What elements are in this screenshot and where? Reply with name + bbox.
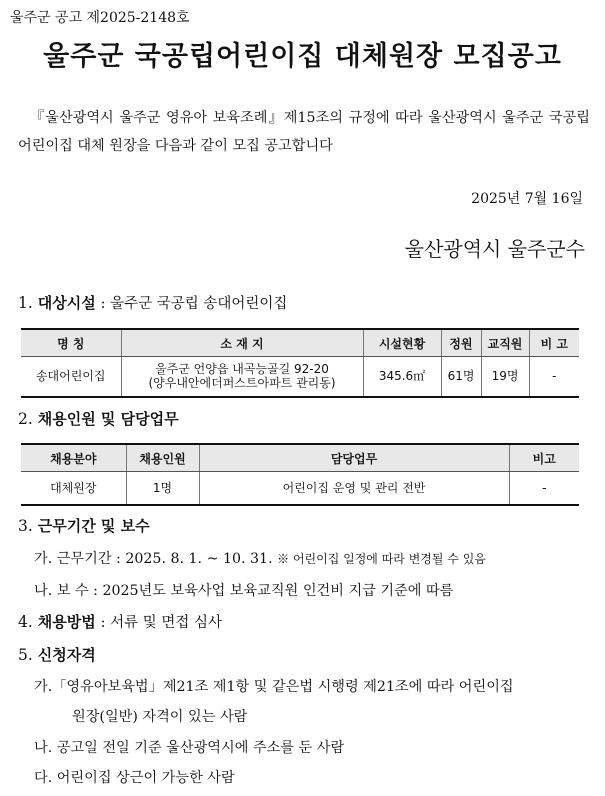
- section-label: 채용방법: [37, 613, 96, 631]
- facility-name: 송대어린이집: [21, 357, 121, 397]
- qualification-item-b: 나. 공고일 전일 기준 울산광역시에 주소를 둔 사람: [34, 740, 345, 756]
- section-value: : 울주군 국공립 송대어린이집: [100, 296, 288, 312]
- table-header-cell: 시설현황: [363, 329, 441, 357]
- page-title: 울주군 국공립어린이집 대체원장 모집공고: [43, 41, 562, 72]
- table-header-cell: 비 고: [529, 329, 579, 357]
- address-line: (양우내안에더퍼스트아파트 관리동): [148, 376, 336, 391]
- facility-address: [121, 357, 363, 397]
- recruit-duty: 어린이집 운영 및 관리 전반: [199, 472, 509, 506]
- section-number: 1.: [18, 294, 33, 312]
- section-number: 5.: [18, 646, 33, 664]
- section-4-heading: [18, 611, 222, 632]
- section-2-heading: [18, 408, 179, 429]
- table-header-cell: 명 칭: [21, 329, 121, 357]
- facility-capacity: 61명: [441, 357, 481, 397]
- work-period-text: 가. 근무기간 : 2025. 8. 1. ~ 10. 31.: [34, 551, 273, 567]
- qualification-item-a: 가.「영유아보육법」제21조 제1항 및 같은법 시행령 제21조에 따라 어린이집: [34, 679, 514, 695]
- salary-item: 나. 보 수 : 2025년도 보육사업 보육교직원 인건비 지급 기준에 따름: [34, 583, 454, 599]
- section-5-heading: [18, 644, 96, 665]
- section-label: 근무기간 및 보수: [37, 517, 150, 535]
- table-header-cell: 소 재 지: [121, 329, 363, 357]
- notice-date: 2025년 7월 16일: [471, 191, 583, 207]
- recruit-note: -: [509, 472, 579, 506]
- qualification-item-a-cont: 원장(일반) 자격이 있는 사람: [72, 709, 248, 725]
- facility-area: 345.6㎡: [363, 357, 441, 397]
- section-3-heading: [18, 515, 150, 536]
- intro-paragraph: 『울산광역시 울주군 영유아 보육조례』제15조의 규정에 따라 울산광역시 울주군 국공립어린이집 대체 원장을 다음과 같이 모집 공고합니다: [18, 110, 590, 154]
- section-label: 신청자격: [37, 646, 96, 664]
- qualification-item-c: 다. 어린이집 상근이 가능한 사람: [34, 770, 235, 786]
- section-number: 4.: [18, 613, 33, 631]
- section-1-heading: [18, 292, 287, 313]
- table-row: [21, 472, 579, 506]
- section-number: 3.: [18, 517, 33, 535]
- facility-staff: 19명: [481, 357, 529, 397]
- table-header-cell: 교직원: [481, 329, 529, 357]
- issuer-name: 울산광역시 울주군수: [404, 237, 585, 261]
- section-number: 2.: [18, 410, 33, 428]
- address-line: 울주군 언양읍 내곡능골길 92-20: [155, 362, 329, 377]
- table-header-cell: 담당업무: [199, 444, 509, 472]
- table-header-cell: 정원: [441, 329, 481, 357]
- work-period-note: ※ 어린이집 일정에 따라 변경될 수 있음: [277, 552, 486, 566]
- section-label: 대상시설: [37, 294, 96, 312]
- table-header-cell: 비고: [509, 444, 579, 472]
- facility-table: [21, 328, 579, 398]
- table-header-cell: 채용인원: [126, 444, 199, 472]
- table-row: [21, 357, 579, 397]
- table-header-cell: 채용분야: [21, 444, 126, 472]
- work-period-item: [34, 548, 486, 568]
- notice-number: 울주군 공고 제2025-2148호: [10, 10, 190, 26]
- section-label: 채용인원 및 담당업무: [37, 410, 179, 428]
- section-value: : 서류 및 면접 심사: [100, 615, 223, 631]
- table-header-row: [21, 329, 579, 357]
- facility-note: -: [529, 357, 579, 397]
- table-header-row: [21, 444, 579, 472]
- recruit-field: 대체원장: [21, 472, 126, 506]
- recruit-count: 1명: [126, 472, 199, 506]
- recruitment-table: [21, 443, 579, 506]
